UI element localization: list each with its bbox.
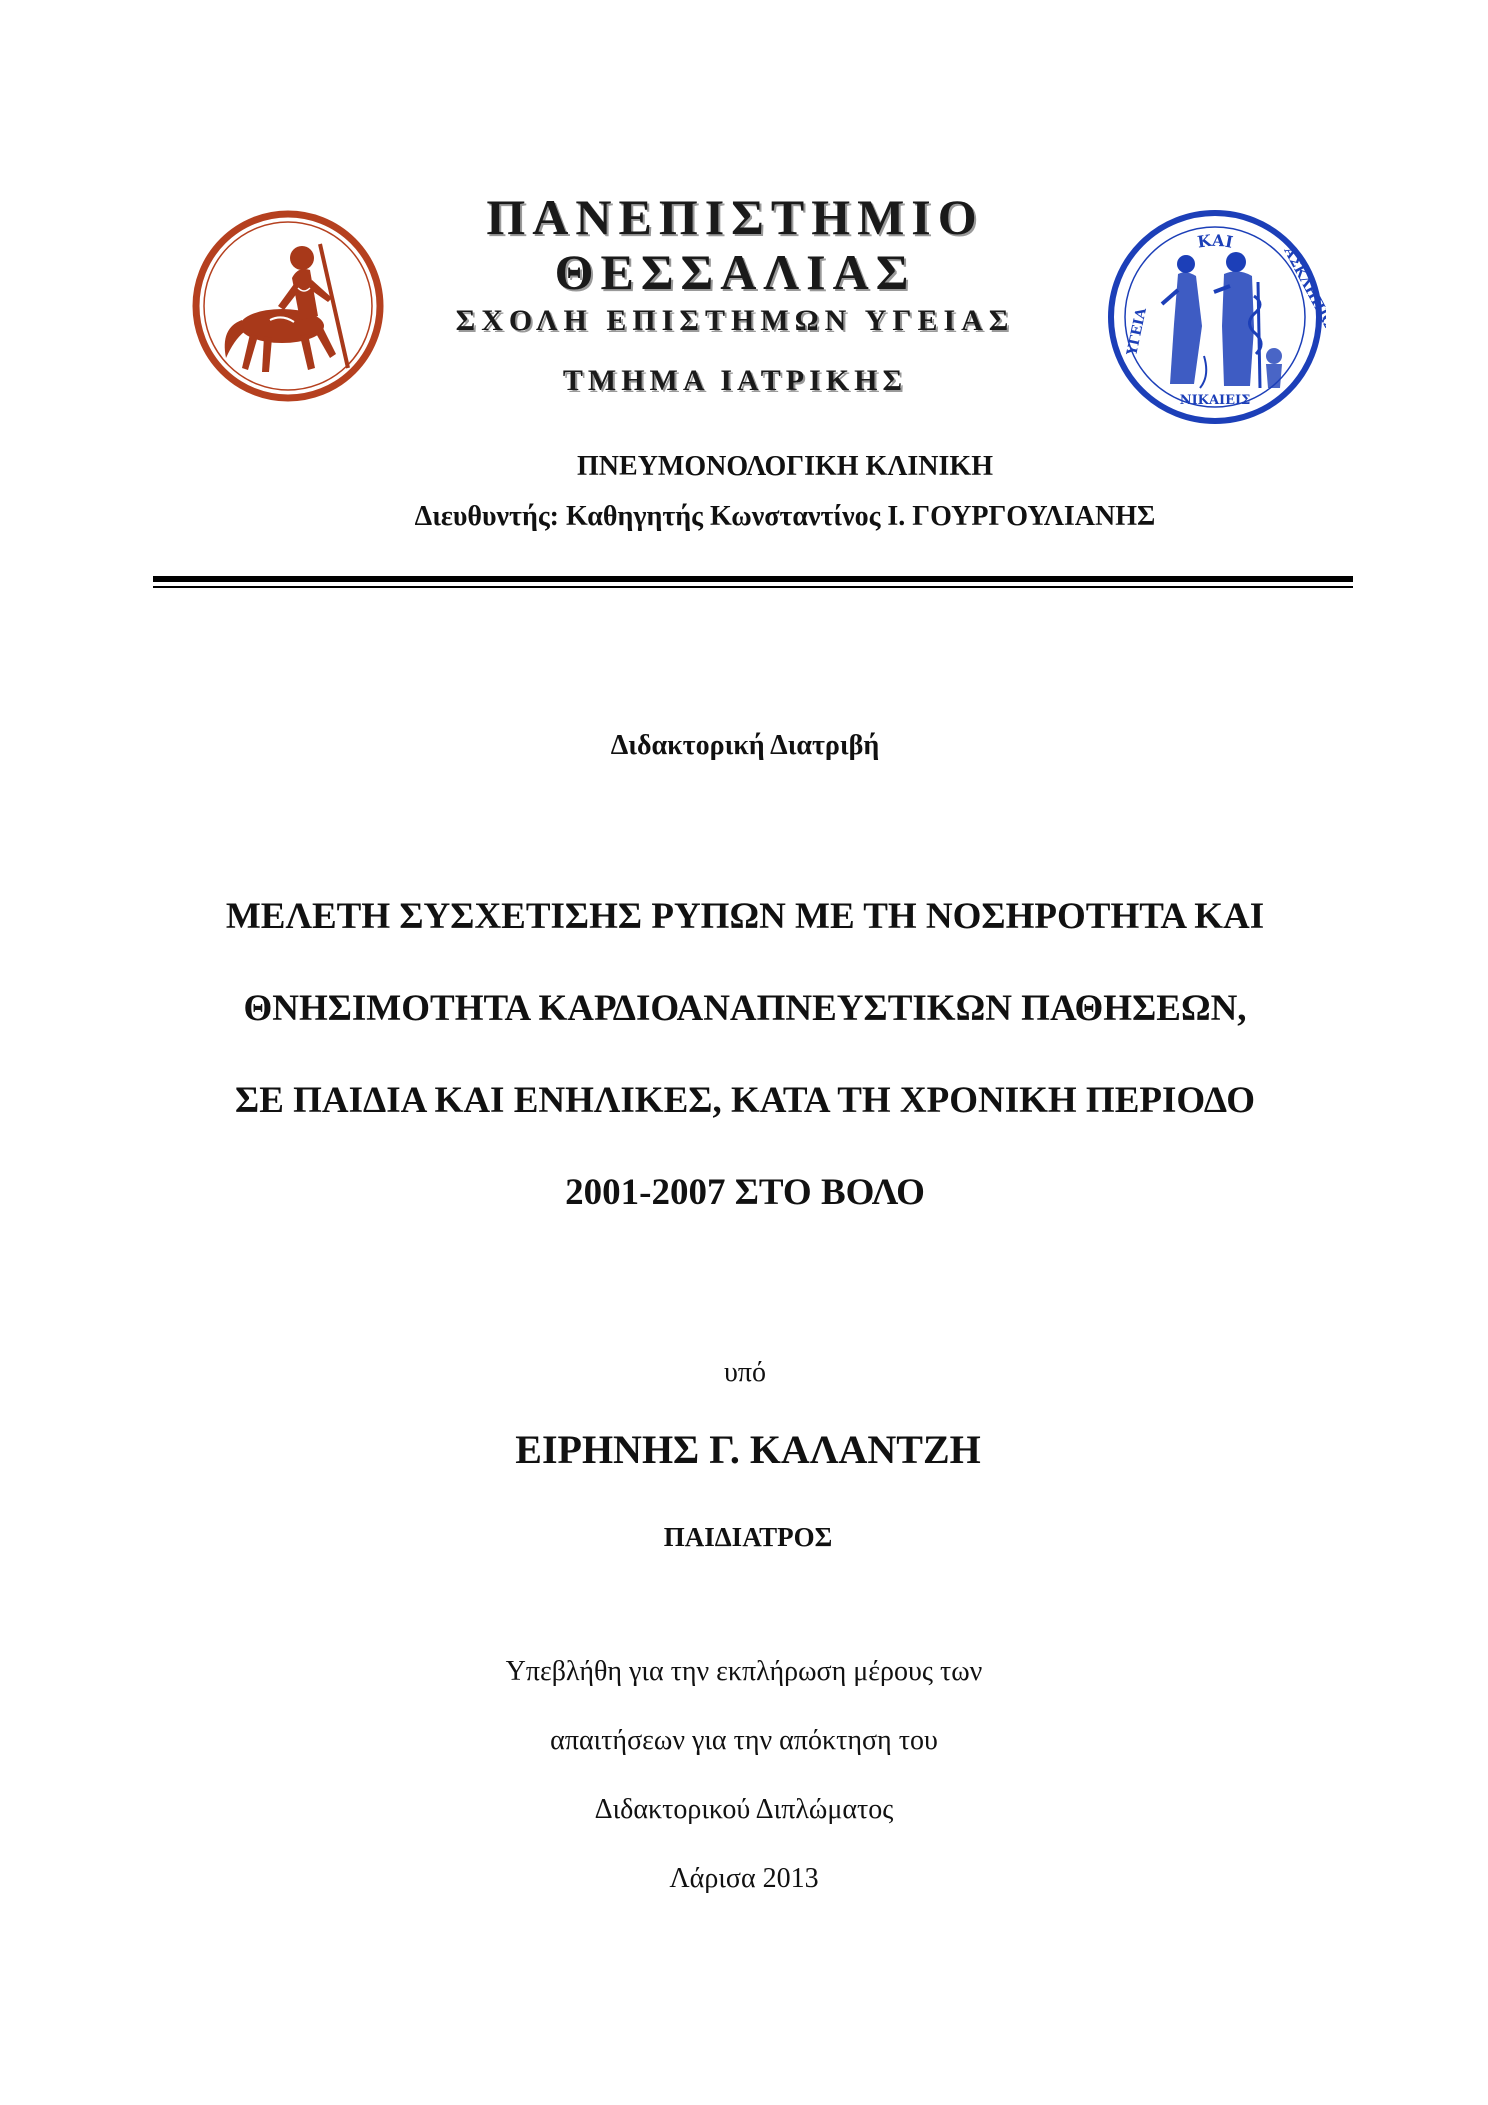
thesis-title-line-1: ΜΕΛΕΤΗ ΣΥΣΧΕΤΙΣΗΣ ΡΥΠΩΝ ΜΕ ΤΗ ΝΟΣΗΡΟΤΗΤΑ ΚΑΙ [225,896,1265,937]
header-divider-thin [153,586,1353,588]
author-name: ΕΙΡΗΝΗΣ Γ. ΚΑΛΑΝΤΖΗ [515,1427,981,1472]
header-divider-thick [153,576,1353,582]
school-name: ΣΧΟΛΗ ΕΠΙΣΤΗΜΩΝ ΥΓΕΙΑΣ [455,304,1015,337]
department-name: ΤΜΗΜΑ ΙΑΤΡΙΚΗΣ [562,364,908,397]
thesis-title-line-2: ΘΝΗΣΙΜΟΤΗΤΑ ΚΑΡΔΙΟΑΝΑΠΝΕΥΣΤΙΚΩΝ ΠΑΘΗΣΕΩΝ, [243,988,1247,1029]
submission-line-3: Διδακτορικού Διπλώματος [594,1794,894,1825]
thesis-title-line-3: ΣΕ ΠΑΙΔΙΑ ΚΑΙ ΕΝΗΛΙΚΕΣ, ΚΑΤΑ ΤΗ ΧΡΟΝΙΚΗ ΠΕΡΙΟΔΟ [235,1080,1255,1121]
by-label: υπό [724,1357,766,1388]
seal-inscription-bottom: ΝΙΚΑΙΕΙΣ [1179,393,1251,408]
seal-inscription-left: ΥΓΕΙΑ [1124,306,1150,357]
author-profession: ΠΑΙΔΙΑΤΡΟΣ [663,1522,833,1552]
clinic-director: Διευθυντής: Καθηγητής Κωνσταντίνος Ι. ΓΟΥΡΓΟΥΛΙΑΝΗΣ [414,501,1156,532]
seal-inscription-top: ΚΑΙ [1196,230,1235,252]
clinic-name: ΠΝΕΥΜΟΝΟΛΟΓΙΚΗ ΚΛΙΝΙΚΗ [577,451,993,482]
university-name-line-1: ΠΑΝΕΠΙΣΤΗΜΙΟ [486,189,984,245]
university-name-line-2: ΘΕΣΣΑΛΙΑΣ [554,244,916,300]
place-and-year: Λάρισα 2013 [669,1863,819,1894]
thesis-title-line-4: 2001-2007 ΣΤΟ ΒΟΛΟ [565,1172,925,1213]
submission-line-1: Υπεβλήθη για την εκπλήρωση μέρους των [505,1656,983,1687]
seal-inscription-right: ΑΣΚΛΗΠΙΩ [1280,244,1326,331]
submission-line-2: απαιτήσεων για την απόκτηση του [550,1725,938,1756]
thesis-type: Διδακτορική Διατριβή [610,730,880,761]
